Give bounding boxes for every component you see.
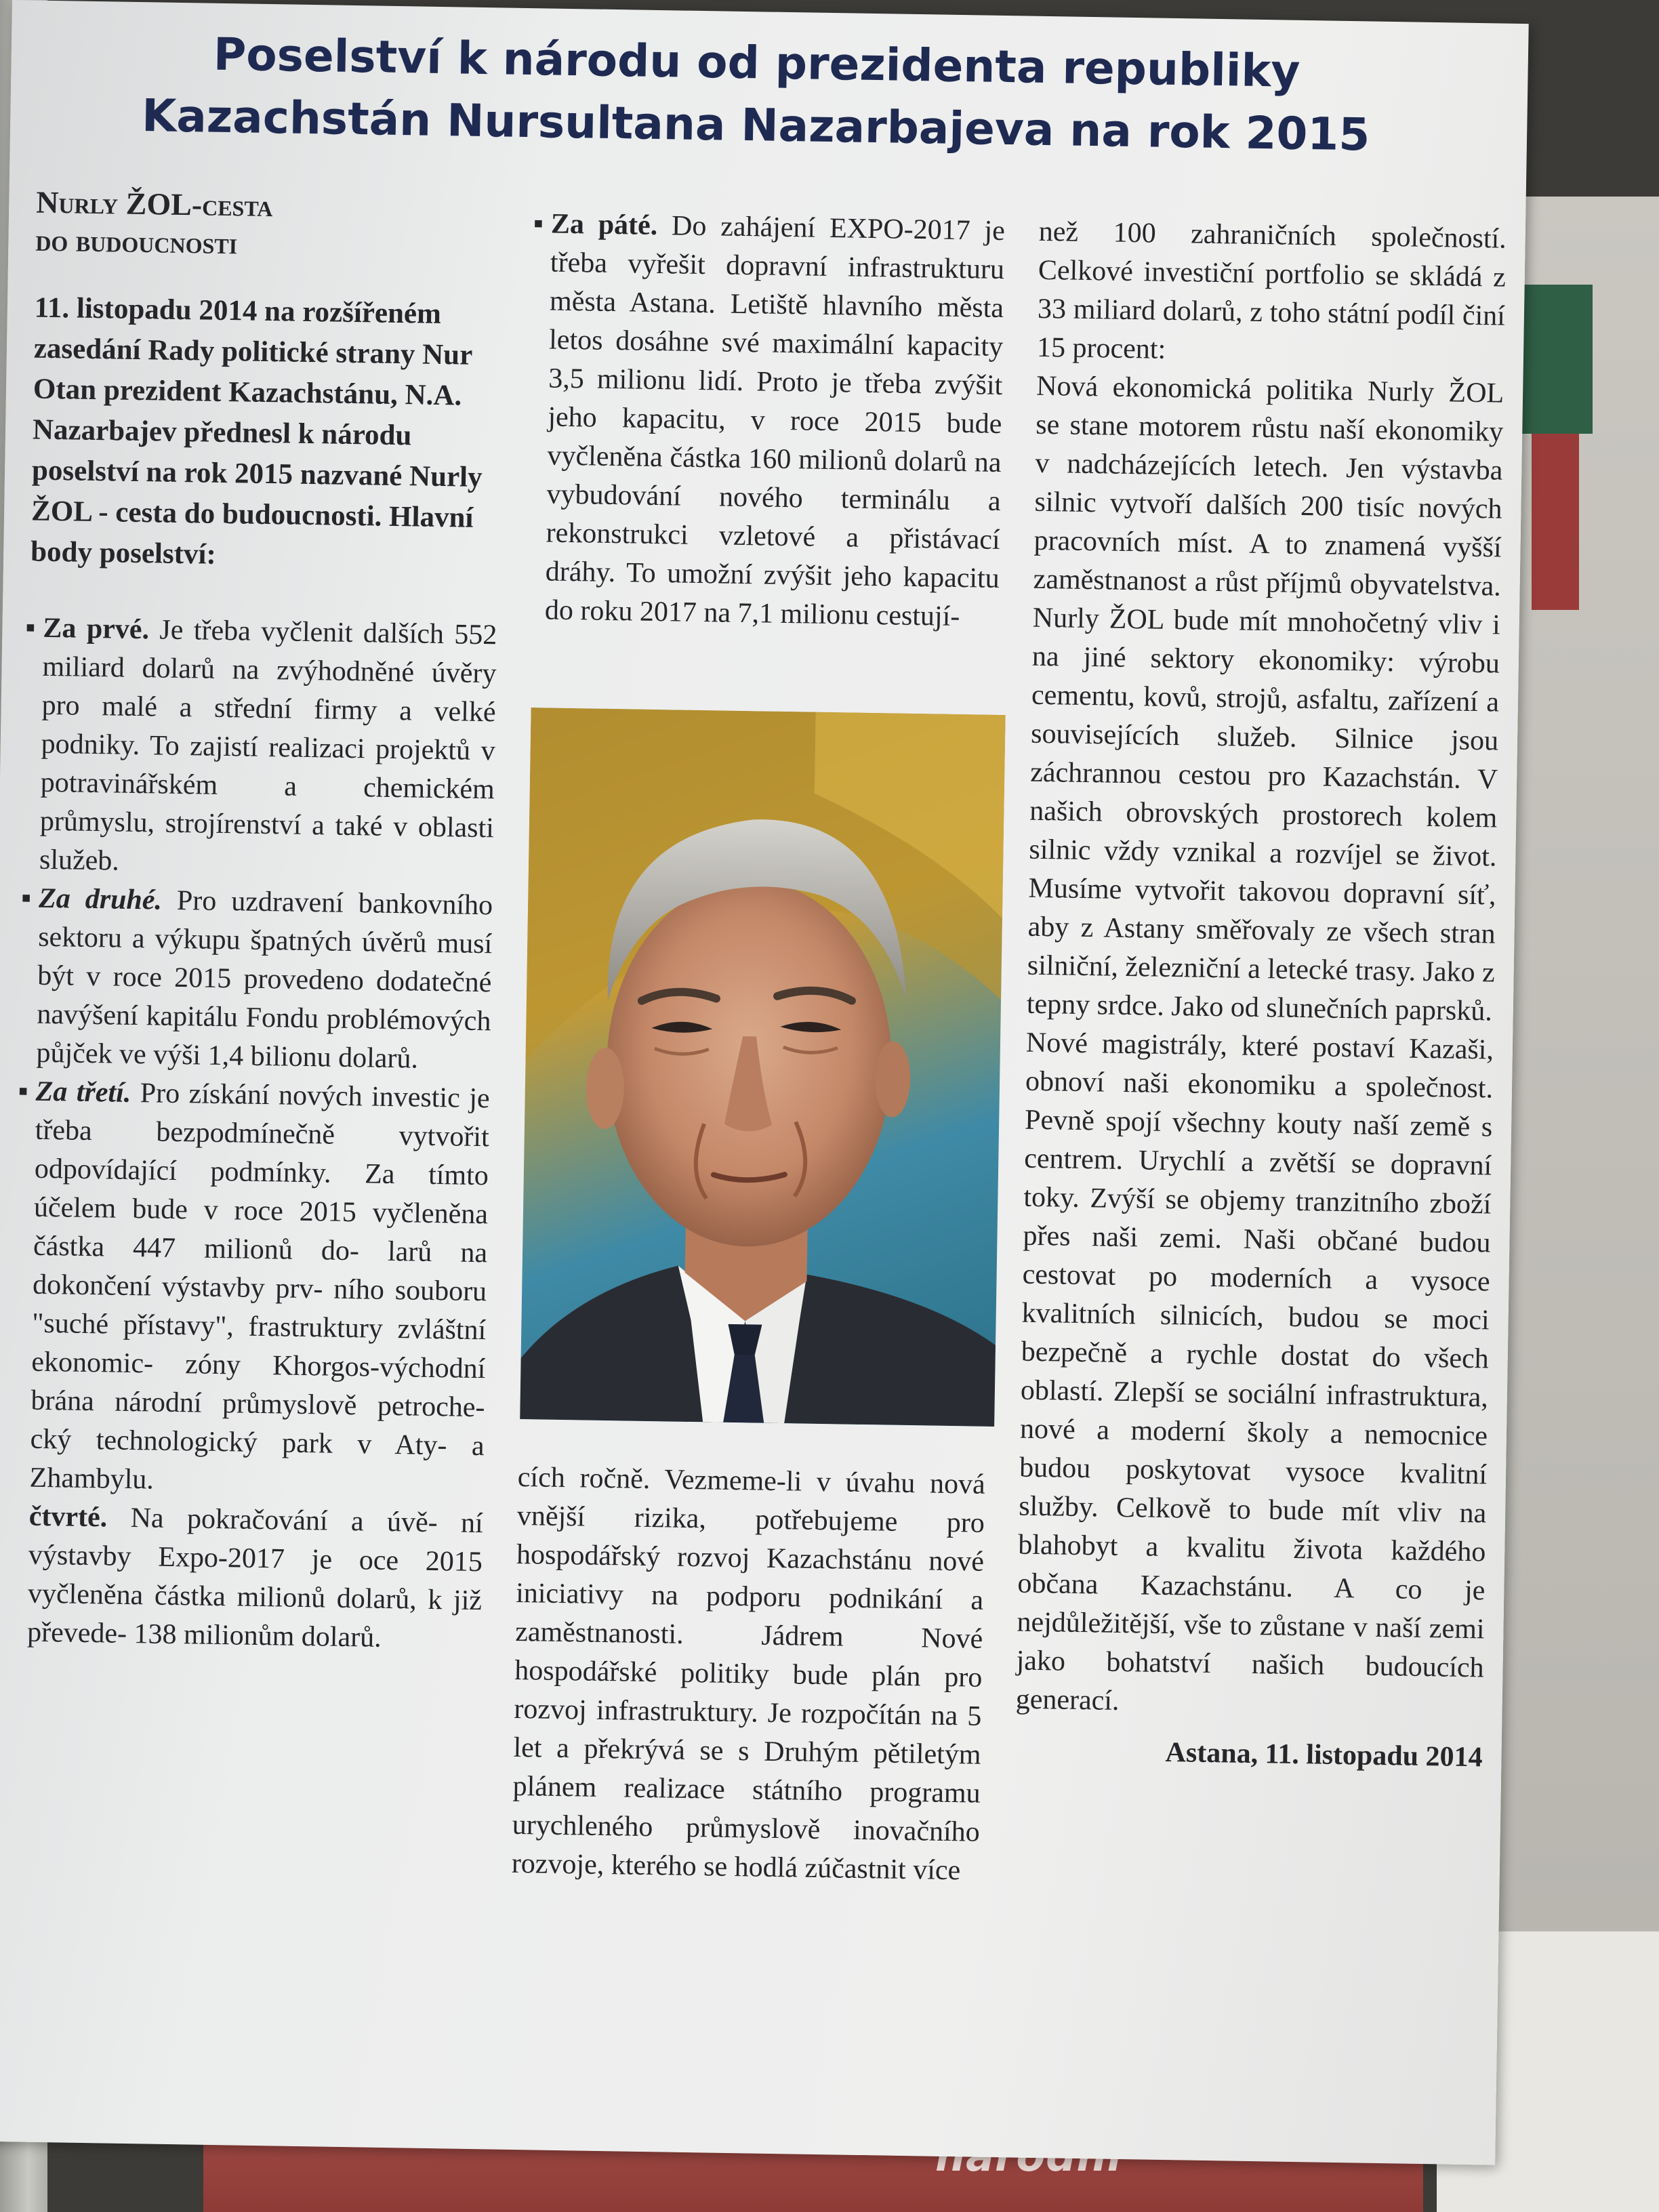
bullet-text: Na pokračování a úvě- ní výstavby Expo-2017 je oce 2015 vyčleněna částka milionů dolarů, k již převede- 138 milionům dolarů. [26,1502,484,1654]
bullet-heading: Za druhé. [38,882,163,916]
right-column [1015,213,1507,1778]
bullet-marker: ▪ [533,208,544,240]
president-portrait-photo [520,708,1005,1427]
bullet-heading: Za prvé. [43,612,150,646]
bullet-fifth [531,205,1006,637]
article-signoff: Astana, 11. listopadu 2014 [1165,1737,1483,1774]
bullet-second [22,879,493,1080]
middle-column-paragraph: cích ročně. Vezmeme-li v úvahu nová vnější rizika, potřebujeme pro hospodářský rozvoj Kazachstánu nové iniciativy na podporu podnikání a zaměstnanosti. Jádrem Nové hospodářské politiky bude plán pro rozvoj infrastruktury. Je rozpočítán na 5 let a překrývá se s Druhým pětiletým plánem realizace státního programu urychleného průmyslově inovačního rozvoje, kterého se hodlá zúčastnit více [511,1461,986,1887]
headline-line-1: Poselství k národu od prezidenta republiky [213,28,1300,98]
middle-column-bottom [511,1458,985,1891]
article-headline [37,21,1476,168]
bullet-text: Pro uzdravení bankovního sektoru a výkupu špatných úvěrů musí být v roce 2015 provedeno dodatečné navýšení kapitálu Fondu problémových půjček ve výši 1,4 bilionu dolarů. [36,884,493,1075]
bullet-marker: ▪ [20,882,32,914]
section-title [35,184,504,267]
bullet-text: Pro získání nových investic je třeba bezpodmínečně vytvořit odpovídající podmínky. Za tímto účelem bude v roce 2015 vyčleněna částka 447 milionů do- larů na dokončení výstavby prv- ního souboru "suché přístavy", frastruktury zvláštní ekonomic- zóny Khorgos-východní brána národní průmyslově petroche- cký technologický park v Aty- a Zhambylu. [29,1078,490,1496]
right-paragraph-3: Nové magistrály, které postaví Kazaši, obnoví naši ekonomiku a společnost. Pevně spojí všechny kouty naší země s centrem. Urychlí a zvětší se dopravní toky. Zvýší se objemy tranzitního zboží přes naši zemi. Naši občané budou cestovat po moderních a vysoce kvalitních silnicích, budou se moci bezpečně a rychle dostat do všech oblastí. Zlepší se sociální infrastruktura, nové a moderní školy a nemocnice budou poskytovat vysoce kvalitní služby. Celkově to bude mít vliv na blahobyt a kvalitu života každého občana Kazachstánu. A co je nejdůležitější, vše to zůstane v naší zemi jako bohatství našich budoucích generací. [1015,1027,1494,1717]
bullet-text: Do zahájení EXPO-2017 je třeba vyřešit dopravní infrastrukturu města Astana. Letiště hlavního města letos dosáhne své maximální kapacity 3,5 milionu lidí. Proto je třeba zvýšit jeho kapacitu, v roce 2015 bude vyčleněna částka 160 milionů dolarů na vybudování nového terminálu a rekonstrukci vzletové a přistávací dráhy. To umožní zvýšit jeho kapacitu do roku 2017 na 7,1 milionu cestují- [544,210,1006,633]
section-title-line-2: do budoucnosti [35,222,238,261]
background-red-graphic [1532,434,1579,610]
bullet-heading: čtvrté. [28,1500,108,1534]
headline-line-2: Kazachstán Nursultana Nazarbajeva na rok 2015 [141,89,1370,161]
right-paragraph-2: Nová ekonomická politika Nurly ŽOL se stane motorem růstu naší ekonomiky v nadcházejících letech. Jen výstavba silnic vytvoří dalších 200 tisíc nových pracovních míst. A to znamená vyšší zaměstnanost a růst příjmů obyvatelstva. Nurly ŽOL bude mít mnohočetný vliv i na jiné sektory ekonomiky: výrobu cementu, kovů, strojů, asfaltu, zařízení a souvisejících služeb. Silnice jsou záchrannou cestou pro Kazachstán. V našich obrovských prostorech kolem silnic vždy vznikal a rozvíjel se život. Musíme vytvořit takovou dopravní síť, aby z Astany směřovaly ze všech stran silniční, železniční a letecké trasy. Jako z tepny srdce. Jako od slunečních paprsků. [1026,370,1504,1027]
bullet-marker: ▪ [25,612,36,644]
bullet-marker: ▪ [18,1076,28,1107]
bullet-heading: Za páté. [550,208,658,241]
bullet-text: Je třeba vyčlenit dalších 552 miliard dolarů na zvýhodněné úvěry pro malé a střední firmy a velké podniky. To zajistí realizaci projektů v potravinářském a chemickém průmyslu, strojírenství a také v oblasti služeb. [39,614,497,877]
right-paragraph-1: než 100 zahraničních společností. Celkové investiční portfolio se skládá z 33 miliard dolarů, z toho státní podíl činí 15 procent: [1036,216,1507,365]
section-title-line-1: Nurly ŽOL-cesta [35,184,273,224]
left-column [14,184,504,1660]
bullet-fourth [14,1497,483,1659]
lead-paragraph: 11. listopadu 2014 na rozšířeném zasedání Rady politické strany Nur Otan prezident Kazachstánu, N.A. Nazarbajev přednesl k národu poselství na rok 2015 nazvané Nurly ŽOL - cesta do budoucnosti. Hlavní body poselství: [30,291,483,571]
middle-column-top [531,205,1006,637]
bullet-third [16,1072,490,1504]
bullet-first [26,609,497,887]
bullet-heading: Za třetí. [35,1076,131,1109]
background-green-graphic [1518,285,1593,434]
